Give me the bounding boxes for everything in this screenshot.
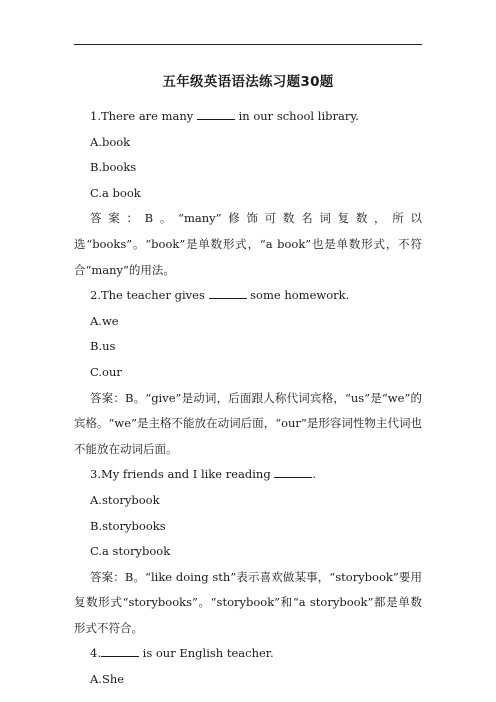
question-stem: 2.The teacher gives some homework. bbox=[90, 288, 350, 303]
option-a: A.She bbox=[90, 672, 125, 687]
option-a: A.storybook bbox=[90, 492, 160, 507]
question-4 bbox=[74, 641, 422, 692]
answer-blank bbox=[197, 109, 235, 120]
question-3 bbox=[74, 462, 422, 641]
question-stem: 3.My friends and I like reading . bbox=[90, 467, 317, 482]
option-b: B.storybooks bbox=[90, 518, 166, 533]
answer-explanation: 答案：B。“give”是动词，后面跟人称代词宾格，“us”是“we”的宾格。“we”是主格不能放在动词后面，“our”是形容词性物主代词也不能放在动词后面。 bbox=[74, 390, 422, 456]
question-2 bbox=[74, 283, 422, 462]
option-a: A.book bbox=[90, 134, 131, 149]
question-stem: 1.There are many in our school library. bbox=[90, 109, 359, 123]
option-b: B.us bbox=[90, 339, 116, 354]
option-a: A.we bbox=[90, 313, 119, 328]
option-c: C.a book bbox=[90, 185, 141, 200]
header-rule bbox=[74, 44, 422, 45]
answer-explanation: 答案：B。“like doing sth”表示喜欢做某事，“storybook”要用复数形式“storybooks”。“storybook”和“a storybook”都是单数形式不符合。 bbox=[74, 569, 422, 635]
answer-blank bbox=[274, 467, 312, 478]
page-title: 五年级英语语法练习题30题 bbox=[162, 74, 334, 90]
answer-blank bbox=[209, 288, 247, 299]
answer-blank bbox=[101, 646, 139, 657]
option-c: C.our bbox=[90, 364, 122, 379]
document-body bbox=[74, 104, 422, 693]
answer-explanation: 答案：B。“many”修饰可数名词复数，所以选“books”。“book”是单数形式，“a book”也是单数形式，不符合“many”的用法。 bbox=[74, 211, 422, 277]
question-stem: 4. is our English teacher. bbox=[90, 646, 274, 661]
question-1 bbox=[74, 104, 422, 283]
option-b: B.books bbox=[90, 160, 137, 175]
option-c: C.a storybook bbox=[90, 544, 171, 559]
